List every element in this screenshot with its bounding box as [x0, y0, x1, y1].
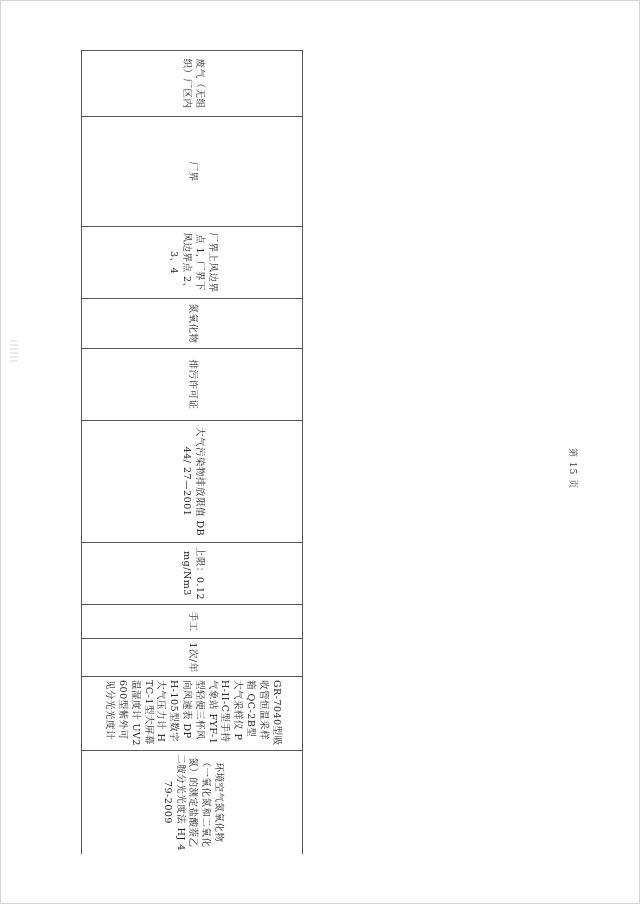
monitoring-table-area	[81, 50, 303, 854]
cell-location: 厂界	[82, 117, 303, 227]
cell-basis: 排污许可证	[82, 349, 303, 421]
page-number: 第 15 页	[567, 448, 577, 490]
scan-mark	[10, 340, 18, 362]
cell-points: 厂界上风边界点 1, 厂界下风边界点 2、3、4	[82, 227, 303, 299]
cell-standard: 大气污染物排放限值 DB44/ 27—2001	[82, 421, 303, 543]
monitoring-table	[81, 50, 303, 854]
cell-category: 废气（无组织）厂区内	[82, 51, 303, 117]
rotated-table-container	[81, 50, 303, 854]
cell-method: 手工	[82, 605, 303, 639]
table-row	[82, 51, 303, 855]
cell-instruments: GR-7040型吸收管恒温采样箱 QC-2B型大气采样仪 PH-II-C型手持气象站 FYF-1型轻便三杯风向风速表 DPH-105型数字大气压力计 HTC-1型大屏幕温湿度计 UV2600型紫外可见分光光度计	[82, 677, 303, 751]
cell-limit: 上限：0.12mg/Nm3	[82, 543, 303, 605]
cell-analysis-method: 环境空气氮氧化物（一氧化氮和二氧化氮）的测定盐酸萘乙二胺分光光度法 HJ 479-2009	[82, 751, 303, 855]
cell-frequency: 1次/年	[82, 639, 303, 677]
cell-pollutant: 氮氧化物	[82, 299, 303, 349]
